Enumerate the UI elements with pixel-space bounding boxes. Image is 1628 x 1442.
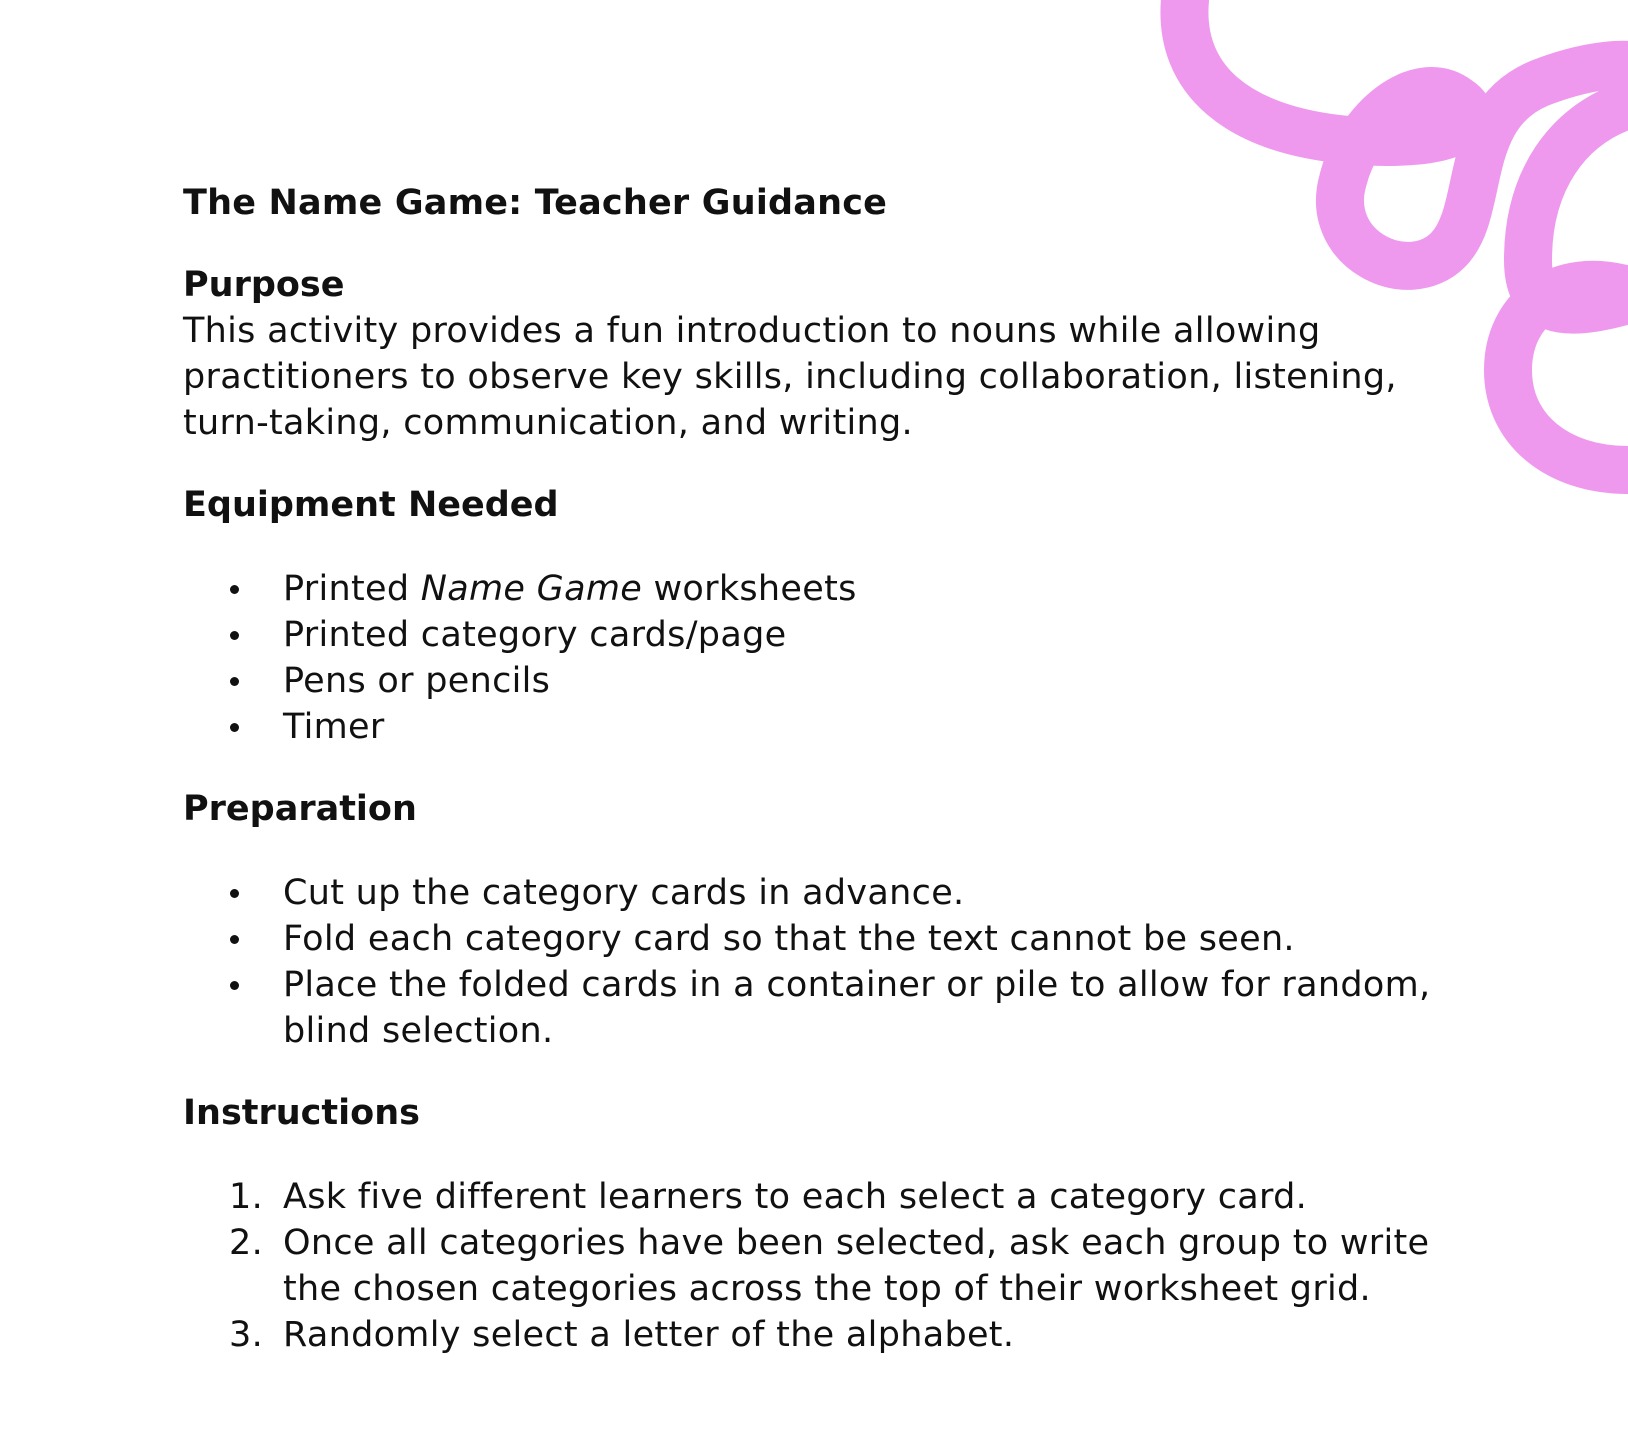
list-item: Place the folded cards in a container or pile to allow for random, blind selection. [183,962,1443,1054]
instructions-section [183,1090,1443,1358]
purpose-section [183,262,1443,446]
bullet-icon [230,889,239,898]
step-number: 1. [229,1177,263,1217]
step-number: 3. [229,1315,263,1355]
bullet-icon [230,631,239,640]
preparation-heading: Preparation [183,789,417,829]
preparation-section [183,786,1443,1054]
list-item: 1. Ask five different learners to each select a category card. [183,1174,1443,1220]
list-item: 3. Randomly select a letter of the alphabet. [183,1312,1443,1358]
list-item: Printed Name Game worksheets [183,566,1443,612]
list-item: 2. Once all categories have been selected, ask each group to write the chosen categories across the top of their worksheet grid. [183,1220,1443,1312]
list-item: Pens or pencils [183,658,1443,704]
list-item: Printed category cards/page [183,612,1443,658]
equipment-heading: Equipment Needed [183,485,559,525]
instructions-heading: Instructions [183,1093,420,1133]
purpose-text: This activity provides a fun introduction to nouns while allowing practitioners to observe key skills, including collaboration, listening, turn-taking, communication, and writing. [183,311,1397,443]
step-number: 2. [229,1223,263,1263]
list-item: Cut up the category cards in advance. [183,870,1443,916]
list-item: Fold each category card so that the text cannot be seen. [183,916,1443,962]
bullet-icon [230,677,239,686]
list-item: Timer [183,704,1443,750]
document-content [183,180,1443,1358]
document-title: The Name Game: Teacher Guidance [183,183,888,223]
equipment-section [183,482,1443,750]
bullet-icon [230,723,239,732]
purpose-heading: Purpose [183,265,345,305]
bullet-icon [230,585,239,594]
instructions-list [183,1174,1443,1358]
bullet-icon [230,981,239,990]
equipment-list [183,566,1443,750]
bullet-icon [230,935,239,944]
preparation-list [183,870,1443,1054]
